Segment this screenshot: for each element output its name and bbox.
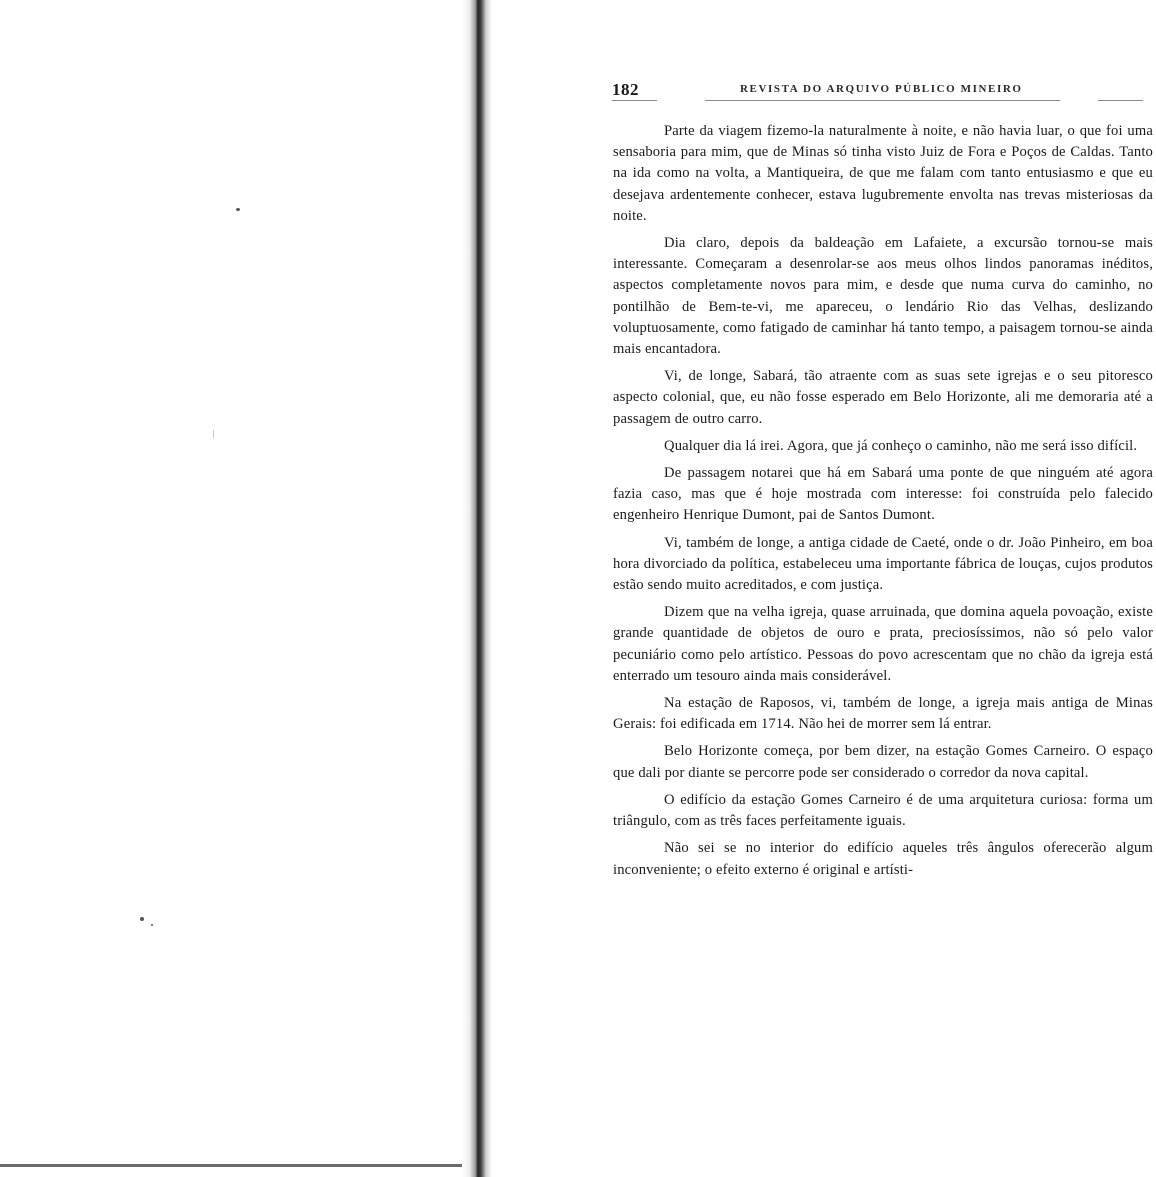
paragraph: Na estação de Raposos, vi, também de longe, a igreja mais antiga de Minas Gerais: foi edificada em 1714. Não hei de morrer sem lá entrar. bbox=[613, 695, 1153, 733]
ink-speck bbox=[151, 924, 153, 926]
header-rule bbox=[612, 100, 657, 101]
header-rule bbox=[705, 100, 1060, 101]
paragraph: Parte da viagem fizemo-la naturalmente à noite, e não havia luar, o que foi uma sensaboria para mim, que de Minas só tinha visto Juiz de Fora e Poços de Caldas. Tanto na ida como na volta, a Mantiqueira, de que me falam com tanto entusiasmo e que eu desejava ardentemente conhecer, estava lugubremente envolta nas trevas misteriosas da noite. bbox=[613, 123, 1153, 224]
faint-mark bbox=[213, 430, 214, 438]
ink-speck bbox=[236, 208, 240, 211]
page-header bbox=[612, 80, 1142, 100]
paragraph: O edifício da estação Gomes Carneiro é de uma arquitetura curiosa: forma um triângulo, com as três faces perfeitamente iguais. bbox=[613, 791, 1153, 830]
blank-left-page bbox=[0, 0, 470, 1177]
paragraph: Dizem que na velha igreja, quase arruinada, que domina aquela povoação, existe grande quantidade de objetos de ouro e prata, preciosíssimos, não só pelo valor pecuniário como pelo artístico. Pessoas do povo acrescentam que no chão da igreja está enterrado um tesouro ainda mais considerável. bbox=[613, 604, 1153, 684]
paragraph: Belo Horizonte começa, por bem dizer, na estação Gomes Carneiro. O espaço que dali por diante se percorre pode ser considerado o corredor da nova capital. bbox=[613, 743, 1153, 781]
header-rule bbox=[1098, 100, 1143, 101]
paragraph: Dia claro, depois da baldeação em Lafaiete, a excursão tornou-se mais interessante. Começaram a desenrolar-se aos meus olhos lindos panoramas inéditos, aspectos completamente novos para mim, e desde que numa curva do caminho, no pontilhão de Bem-te-vi, me apareceu, o lendário Rio das Velhas, deslizando voluptuosamente, como fatigado de caminhar há tanto tempo, a paisagem tornou-se ainda mais encantadora. bbox=[613, 235, 1153, 358]
paragraph: Qualquer dia lá irei. Agora, que já conheço o caminho, não me será isso difícil. bbox=[664, 437, 1138, 454]
paragraph: De passagem notarei que há em Sabará uma ponte de que ninguém até agora fazia caso, mas que é hoje mostrada com interesse: foi construída pelo falecido engenheiro Henrique Dumont, pai de Santos Dumont. bbox=[613, 465, 1153, 524]
text-page bbox=[500, 0, 1156, 1177]
running-title: REVISTA DO ARQUIVO PÚBLICO MINEIRO bbox=[740, 83, 1023, 95]
book-gutter bbox=[462, 0, 492, 1177]
paragraph: Vi, de longe, Sabará, tão atraente com as suas sete igrejas e o seu pitoresco aspecto colonial, que, eu não fosse esperado em Belo Horizonte, ali me demoraria até a passagem de outro carro. bbox=[613, 368, 1153, 427]
ink-speck bbox=[140, 917, 144, 921]
page-bottom-edge bbox=[0, 1164, 480, 1167]
page-number: 182 bbox=[612, 80, 639, 99]
paragraph: Não sei se no interior do edifício aqueles três ângulos oferecerão algum inconveniente; o efeito externo é original e artísti- bbox=[613, 840, 1153, 878]
article-body bbox=[613, 121, 1153, 887]
paragraph: Vi, também de longe, a antiga cidade de Caeté, onde o dr. João Pinheiro, em boa hora divorciado da política, estabeleceu uma importante fábrica de louças, cujos produtos estão sendo muito acreditados, e com justiça. bbox=[613, 534, 1153, 594]
